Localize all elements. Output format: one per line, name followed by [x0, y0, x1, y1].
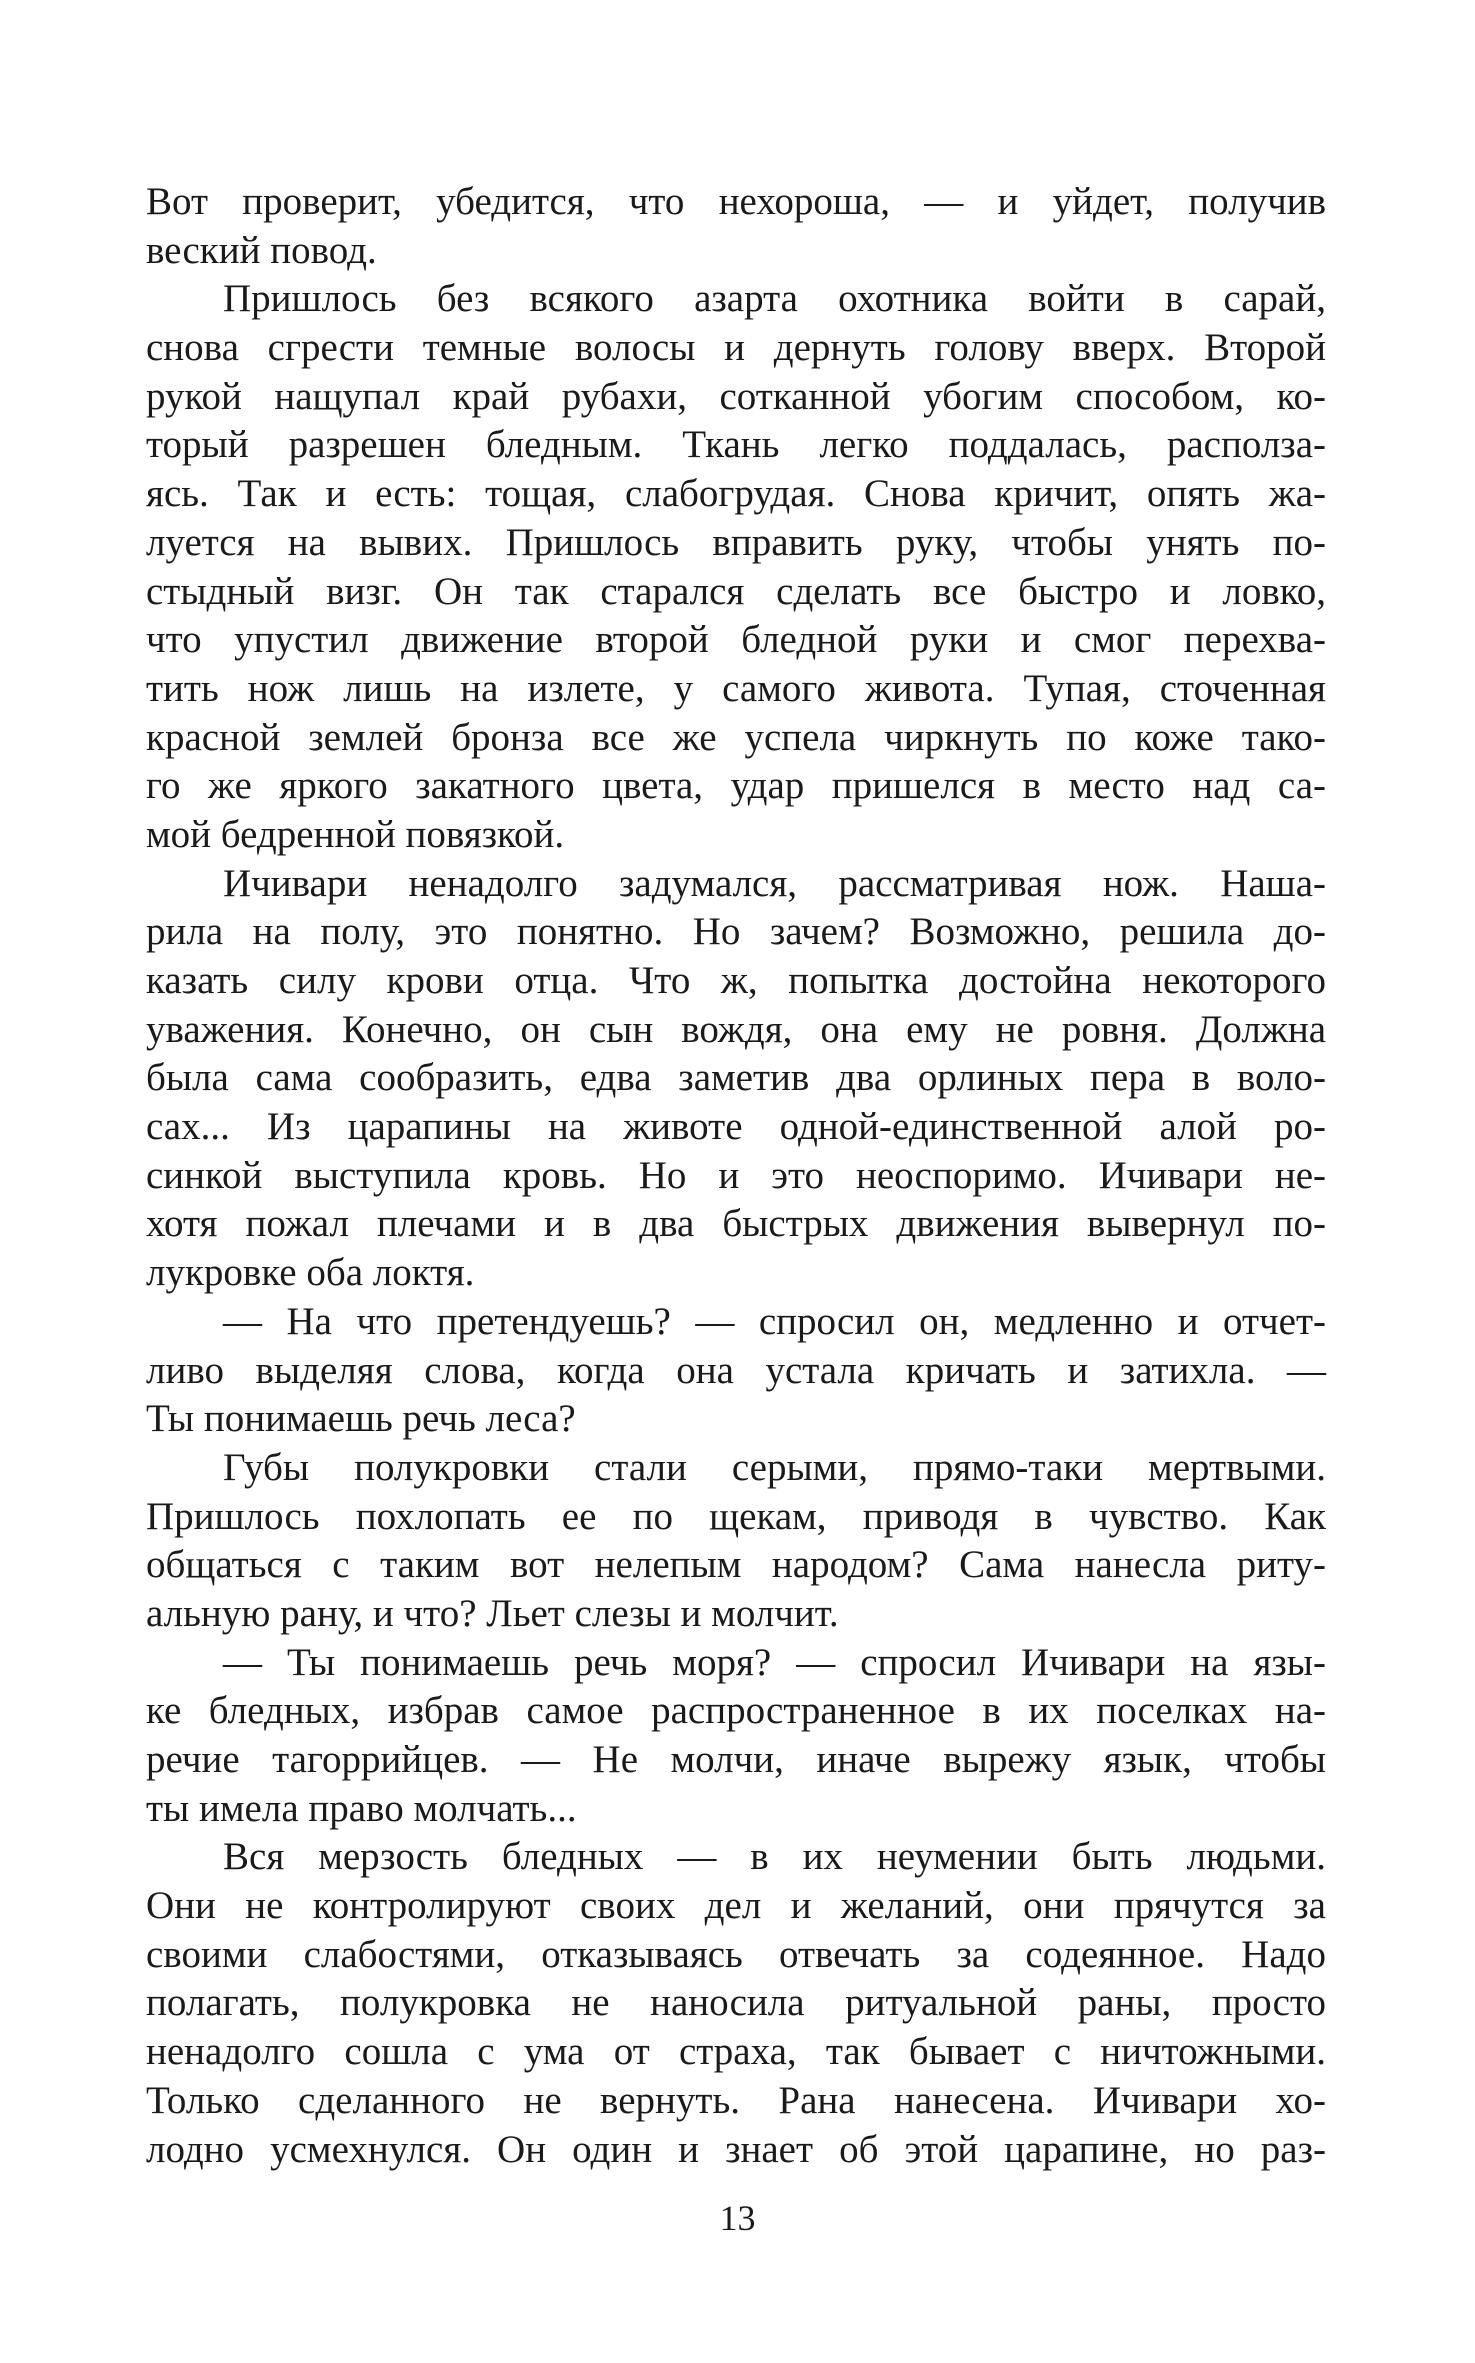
page-number: 13 [719, 2198, 756, 2238]
text-line: луется на вывих. Пришлось вправить руку, чтобы унять по- [146, 520, 1326, 564]
text-line: тить нож лишь на излете, у самого живота. Тупая, сточенная [146, 666, 1326, 710]
text-line: мой бедренной повязкой. [146, 812, 565, 856]
text-line: ты имела право молчать... [146, 1786, 577, 1830]
text-line: Они не контролируют своих дел и желаний, они прячутся за [146, 1884, 1326, 1928]
text-line: синкой выступила кровь. Но и это неоспоримо. Ичивари не- [146, 1153, 1326, 1197]
text-line: ке бледных, избрав самое распространенное в их поселках на- [146, 1689, 1326, 1733]
text-line: речие тагоррийцев. — Не молчи, иначе вырежу язык, чтобы [146, 1738, 1326, 1781]
text-line: хотя пожал плечами и в два быстрых движения вывернул по- [146, 1202, 1326, 1246]
text-line: Только сделанного не вернуть. Рана нанесена. Ичивари хо- [146, 2078, 1326, 2122]
text-line: сах... Из царапины на животе одной-единственной алой ро- [146, 1105, 1326, 1149]
text-line: была сама сообразить, едва заметив два орлиных пера в воло- [146, 1056, 1326, 1100]
text-line: снова сгрести темные волосы и дернуть голову вверх. Второй [146, 326, 1326, 370]
text-line: рила на полу, это понятно. Но зачем? Возможно, решила до- [146, 910, 1326, 954]
text-line: рукой нащупал край рубахи, сотканной убогим способом, ко- [146, 374, 1326, 418]
text-line: торый разрешен бледным. Ткань легко поддалась, располза- [146, 423, 1326, 467]
text-line: — Ты понимаешь речь моря? — спросил Ичивари на язы- [223, 1640, 1326, 1684]
text-line: Ты понимаешь речь леса? [146, 1397, 576, 1441]
text-line: ясь. Так и есть: тощая, слабогрудая. Снова кричит, опять жа- [146, 472, 1326, 516]
text-line: своими слабостями, отказываясь отвечать за содеянное. Надо [146, 1932, 1326, 1976]
text-line: Вот проверит, убедится, что нехороша, — и уйдет, получив [146, 180, 1326, 223]
text-line: лукровке оба локтя. [146, 1251, 475, 1295]
body-text [146, 178, 1326, 2174]
text-line: Пришлось без всякого азарта охотника войти в сарай, [223, 277, 1326, 321]
text-line: Ичивари ненадолго задумался, рассматривая нож. Наша- [223, 861, 1326, 905]
text-line: Вся мерзость бледных — в их неумении быть людьми. [223, 1835, 1326, 1879]
text-line: общаться с таким вот нелепым народом? Сама нанесла риту- [146, 1543, 1326, 1587]
text-line: ненадолго сошла с ума от страха, так бывает с ничтожными. [146, 2030, 1326, 2074]
text-line: полагать, полукровка не наносила ритуальной раны, просто [146, 1981, 1326, 2025]
text-line: Пришлось похлопать ее по щекам, приводя в чувство. Как [146, 1494, 1326, 1538]
text-line: Губы полукровки стали серыми, прямо-таки мертвыми. [223, 1445, 1326, 1489]
text-line: ливо выделяя слова, когда она устала кричать и затихла. — [146, 1348, 1326, 1392]
text-line: альную рану, и что? Льет слезы и молчит. [146, 1591, 839, 1635]
text-line: что упустил движение второй бледной руки и смог перехва- [146, 618, 1326, 662]
text-line: веский повод. [146, 228, 377, 272]
text-line: го же яркого закатного цвета, удар пришелся в место над са- [146, 764, 1326, 808]
text-line: уважения. Конечно, он сын вождя, она ему не ровня. Должна [146, 1007, 1326, 1051]
text-line: казать силу крови отца. Что ж, попытка достойна некоторого [146, 959, 1326, 1002]
text-line: лодно усмехнулся. Он один и знает об этой царапине, но раз- [146, 2127, 1326, 2171]
text-line: стыдный визг. Он так старался сделать все быстро и ловко, [146, 569, 1326, 613]
text-line: — На что претендуешь? — спросил он, медленно и отчет- [223, 1299, 1326, 1343]
text-line: красной землей бронза все же успела чиркнуть по коже тако- [146, 715, 1326, 759]
